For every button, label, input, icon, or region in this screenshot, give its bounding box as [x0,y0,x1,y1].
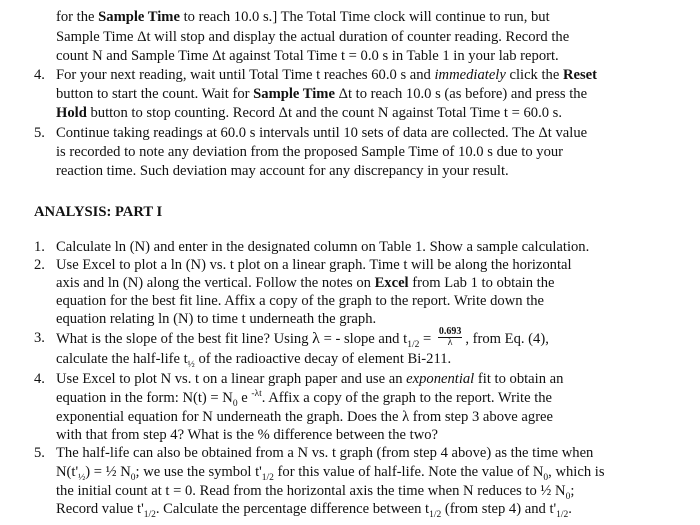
paragraph-line: equation relating ln (N) to time t underneath the graph. [56,311,377,327]
list-number: 1. [34,239,45,255]
paragraph-line: Sample Time Δt will stop and display the actual duration of counter reading. Record the [56,29,570,45]
paragraph-line: with that from step 4? What is the % difference between the two? [56,427,439,443]
paragraph-line: the initial count at t = 0. Read from the horizontal axis the time when N reduces to ½ $N_0$; [56,483,575,502]
paragraph-line: Calculate ln (N) and enter in the designated column on Table 1. Show a sample calculation. [56,239,590,255]
half-life-fraction: $\frac{0.693}{\lambda}$ [438,326,462,348]
paragraph-line: equation in the form: $N(t) = N_0$ e $^{-\lambda t}$. Affix a copy of the graph to the report. Write the [56,389,553,409]
paragraph-line: count N and Sample Time Δt against Total Time t = 0.0 s in Table 1 in your lab report. [56,48,559,64]
section-heading: ANALYSIS: PART I [34,204,163,220]
paragraph-line: Continue taking readings at 60.0 s intervals until 10 sets of data are collected. The Δt value [56,125,588,141]
list-number: 3. [34,330,45,346]
paragraph-line: button to start the count. Wait for Sample Time Δt to reach 10.0 s (as before) and press the [56,86,588,102]
paragraph-line: exponential equation for N underneath the graph. Does the λ from step 3 above agree [56,409,554,425]
list-number: 2. [34,257,45,273]
paragraph-line: For your next reading, wait until Total Time t reaches 60.0 s and immediately click the Reset [56,67,598,83]
paragraph-line: Hold button to stop counting. Record Δt and the count N against Total Time t = 60.0 s. [56,105,563,121]
list-number: 4. [34,371,45,387]
paragraph-line: for the Sample Time to reach 10.0 s.] The Total Time clock will continue to run, but [56,9,550,25]
paragraph-line: is recorded to note any deviation from the proposed Sample Time of 10.0 s due to your [56,144,564,160]
list-number: 5. [34,125,45,141]
paragraph-line: $N(t'_{\frac{1}{2}})$ = ½ $N_0$; we use the symbol $t'_{1/2}$ for this value of half-life. Note the value of $N_0$, which is [56,464,605,483]
list-number: 5. [34,445,45,461]
paragraph-line: axis and ln (N) along the vertical. Follow the notes on Excel from Lab 1 to obtain the [56,275,555,291]
paragraph-line: Record value $t'_{1/2}$. Calculate the percentage difference between $t_{1/2}$ (from step 4) and $t'_{1/2}$. [56,501,572,520]
list-number: 4. [34,67,45,83]
paragraph-line: calculate the half-life $t_{\frac{1}{2}}$ of the radioactive decay of element Bi-211. [56,351,452,370]
paragraph-line: The half-life can also be obtained from a N vs. t graph (from step 4 above) as the time when [56,445,594,461]
paragraph-line: What is the slope of the best fit line? Using λ = - slope and $t_{1/2}$ = $\frac{0.693}{\lambda}$ , from Eq. (4), [56,326,549,350]
paragraph-line: Use Excel to plot a ln (N) vs. t plot on a linear graph. Time t will be along the horizontal [56,257,572,273]
paragraph-line: reaction time. Such deviation may account for any discrepancy in your result. [56,163,509,179]
paragraph-line: Use Excel to plot N vs. t on a linear graph paper and use an exponential fit to obtain an [56,371,564,387]
paragraph-line: equation for the best fit line. Affix a copy of the graph to the report. Write down the [56,293,545,309]
